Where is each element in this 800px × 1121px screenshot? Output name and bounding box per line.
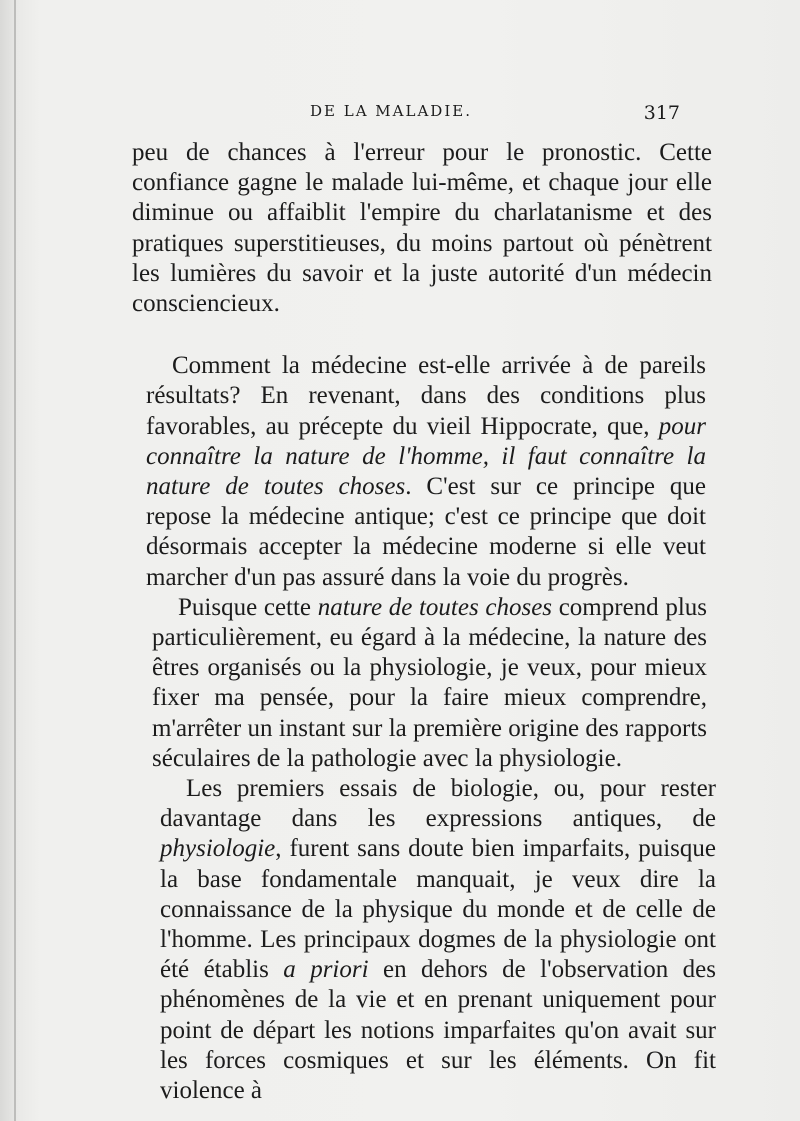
- paragraph-3-text-b: comprend plus particulièrement, eu égard à la médecine, la nature des êtres organisés ou la physiologie, je veux, pour mieux fixer ma pensée, pour la faire mieux comprendre, m'arrêter un instant sur la première origine des rapports séculaires de la pathologie avec la physiologie.: [152, 593, 708, 772]
- paragraph-2-text-b: . C'est sur ce principe que repose la médecine antique; c'est ce principe que doit désormais accepter la médecine moderne si elle veut marcher d'un pas assuré dans la voie du progrès.: [146, 473, 707, 591]
- paragraph-4-italic-a-priori: a priori: [283, 956, 369, 984]
- page-number: 317: [643, 102, 680, 124]
- paragraph-2: [146, 351, 706, 593]
- paragraph-3-italic: nature de toutes choses: [317, 593, 553, 621]
- paragraph-4-text-b: , furent sans doute bien imparfaits, puisque la base fondamentale manquait, je veux dire la connaissance de la physique du monde et de celle de l'homme. Les principaux dogmes de la physiologie ont été établis: [160, 835, 716, 984]
- paragraph-4-text-a: Les premiers essais de biologie, ou, pour rester davantage dans les expressions antiques, de: [160, 775, 716, 833]
- running-head: DE LA MALADIE.: [310, 102, 472, 120]
- paragraph-1: [132, 138, 712, 319]
- paragraph-1-text: peu de chances à l'erreur pour le pronostic. Cette confiance gagne le malade lui-même, et chaque jour elle diminue ou affaiblit l'empire du charlatanisme et des pratiques superstitieuses, du moins partout où pénètrent les lumières du savoir et la juste autorité d'un médecin consciencieux.: [132, 139, 712, 318]
- paragraph-4-italic-physiologie: physiologie: [160, 835, 276, 863]
- binding-edge: [14, 0, 16, 1121]
- paragraph-3: [152, 593, 707, 774]
- paragraph-2-text-a: Comment la médecine est-elle arrivée à de pareils résultats? En revenant, dans des conditions plus favorables, au précepte du vieil Hippocrate, que,: [146, 352, 706, 440]
- paragraph-2-italic-quote: pour connaître la nature de l'homme, il faut connaître la nature de toutes choses: [146, 412, 706, 501]
- paragraph-4-text-c: en dehors de l'observation des phénomènes de la vie et en prenant uniquement pour point de départ les notions imparfaites qu'on avait sur les forces cosmiques et sur les éléments. On fit violence à: [160, 956, 716, 1105]
- page-header: [160, 102, 680, 126]
- paragraph-3-text-a: Puisque cette: [178, 593, 318, 621]
- body-text: [132, 138, 716, 1106]
- paragraph-4: [160, 774, 716, 1106]
